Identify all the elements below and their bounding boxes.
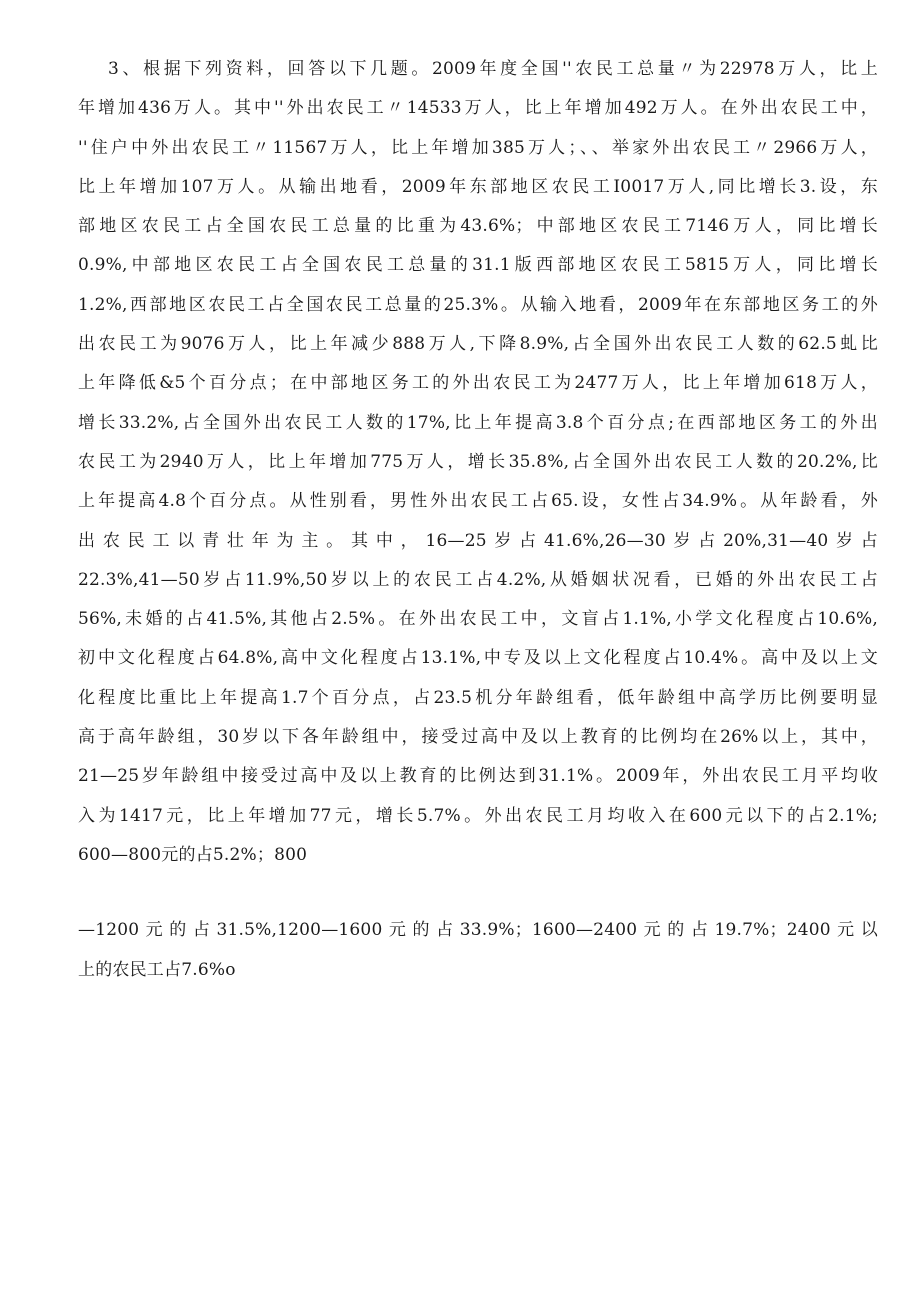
text-line: 600—800元的占5.2%；800 xyxy=(78,844,308,865)
text-line: 上的农民工占7.6%o xyxy=(78,959,236,980)
text-line: 部地区农民工占全国农民工总量的比重为43.6%；中部地区农民工7146万人，同比增长 xyxy=(78,216,878,237)
text-line: —1200元的占31.5%,1200—1600元的占33.9%；1600—2400元的占19.7%；2400元以 xyxy=(78,920,878,941)
text-line: 1.2%,西部地区农民工占全国农民工总量的25.3%。从输入地看，2009年在东部地区务工的外 xyxy=(78,294,878,315)
text-line: 年增加436万人。其中''外出农民工〃14533万人，比上年增加492万人。在外出农民工中， xyxy=(78,98,878,119)
text-line: 化程度比重比上年提高1.7个百分点，占23.5机分年龄组看，低年龄组中高学历比例要明显 xyxy=(78,687,878,708)
text-line: 入为1417元，比上年增加77元，增长5.7%。外出农民工月均收入在600元以下的占2.1%; xyxy=(78,805,878,826)
question-paragraph xyxy=(78,50,878,875)
text-line: 3、根据下列资料，回答以下几题。2009年度全国''农民工总量〃为22978万人，比上 xyxy=(108,59,878,79)
text-line: 高于高年龄组，30岁以下各年龄组中，接受过高中及以上教育的比例均在26%以上，其中， xyxy=(78,727,878,748)
text-line: 初中文化程度占64.8%,高中文化程度占13.1%,中专及以上文化程度占10.4%。高中及以上文 xyxy=(78,648,878,669)
text-line: 56%,未婚的占41.5%,其他占2.5%。在外出农民工中，文盲占1.1%,小学文化程度占10.6%, xyxy=(78,609,878,630)
text-line: 22.3%,41—50岁占11.9%,50岁以上的农民工占4.2%,从婚姻状况看，已婚的外出农民工占 xyxy=(78,569,878,590)
text-line: 出农民工为9076万人，比上年减少888万人,下降8.9%,占全国外出农民工人数的62.5虬比 xyxy=(78,334,878,355)
document-page xyxy=(78,50,878,990)
text-line: 上年提高4.8个百分点。从性别看，男性外出农民工占65.设，女性占34.9%。从年龄看，外 xyxy=(78,491,878,512)
text-line: 0.9%,中部地区农民工占全国农民工总量的31.1版西部地区农民工5815万人，同比增长 xyxy=(78,255,878,276)
text-line: 出农民工以青壮年为主。其中，16—25岁占41.6%,26—30岁占20%,31—40岁占 xyxy=(78,530,878,551)
continuation-paragraph xyxy=(78,911,878,990)
text-line: 农民工为2940万人，比上年增加775万人，增长35.8%,占全国外出农民工人数的20.2%,比 xyxy=(78,451,878,472)
text-line: 增长33.2%,占全国外出农民工人数的17%,比上年提高3.8个百分点;在西部地区务工的外出 xyxy=(78,412,878,433)
text-line: 比上年增加107万人。从输出地看，2009年东部地区农民工I0017万人,同比增长3.设，东 xyxy=(78,176,878,197)
paragraph-gap xyxy=(78,875,878,911)
text-line: 上年降低&5个百分点；在中部地区务工的外出农民工为2477万人，比上年增加618万人， xyxy=(78,373,878,394)
text-line: 21—25岁年龄组中接受过高中及以上教育的比例达到31.1%。2009年，外出农民工月平均收 xyxy=(78,766,878,787)
text-line: ''住户中外出农民工〃11567万人，比上年增加385万人；、、举家外出农民工〃2966万人， xyxy=(78,137,878,158)
